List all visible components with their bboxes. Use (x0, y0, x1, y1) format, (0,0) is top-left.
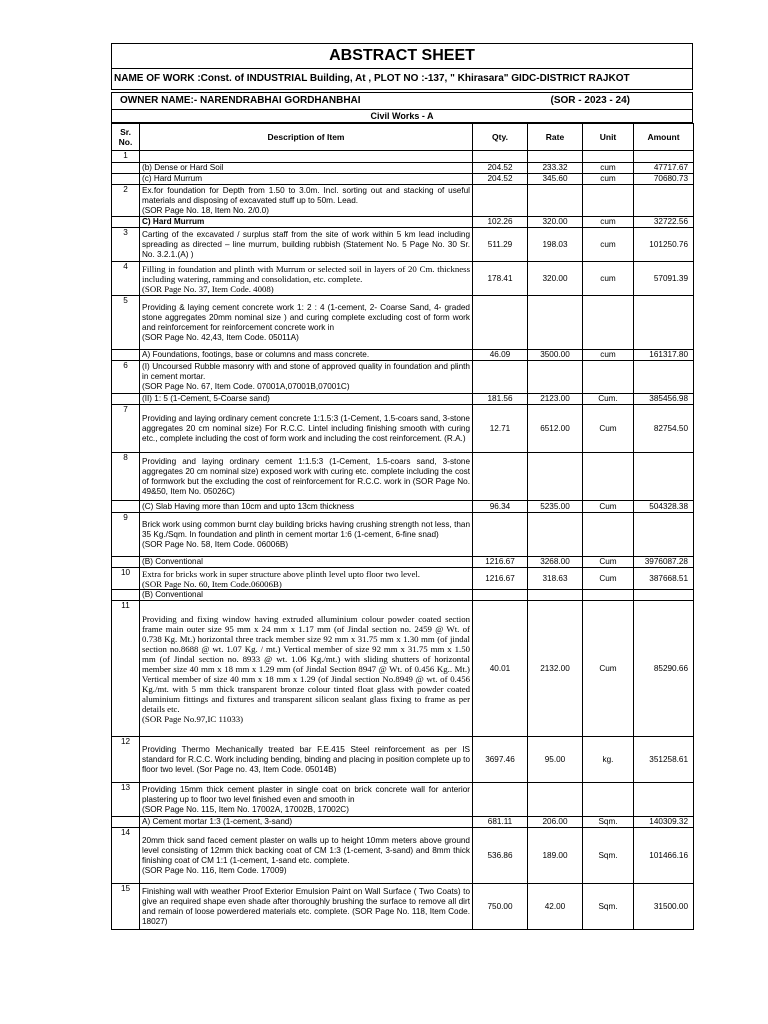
cell-qty (473, 361, 528, 394)
cell-description: Extra for bricks work in super structure above plinth level upto floor two level. (SOR Page No. 60, Item Code.06006B) (140, 568, 473, 590)
col-header-qty (473, 124, 528, 151)
cell-qty: 750.00 (473, 884, 528, 930)
cell-sr (112, 217, 140, 228)
cell-rate (528, 185, 583, 217)
cell-amount (634, 185, 694, 217)
cell-qty: 1216.67 (473, 557, 528, 568)
cell-sr (112, 394, 140, 405)
cell-amount: 387668.51 (634, 568, 694, 590)
cell-qty (473, 783, 528, 817)
cell-sr (112, 817, 140, 828)
cell-rate (528, 361, 583, 394)
cell-rate: 3500.00 (528, 350, 583, 361)
cell-description: Providing and fixing window having extruded alluminium colour powder coated section frame main outer size 95 mm x 24 mm x 1.17 mm (of Jindal section no. 2459 @ Wt. of 0.738 Kg. Mt.) horizontal three track member size 92 mm x 31.75 mm x 1.30 mm (of jindal section no.8688 @ wt. 1.07 Kg. / mt.) Vertical member of size 92 mm x 31.75 mm x 1.50 mm (of Jindal section no. 8933 @ wt. 1.06 Kg./mt.) with sliding shutters of horizontal member size 40 mm x 18 mm x 1.29 mm (of Jindal Section 8947 @ Wt. of 0.456 Kg.. Mt.) Vertical member of size 40 mm x 18 mm x 1.29 (of Jindal section No.8949 @ wt. of 0.456 Kg./mt. with 5 mm thick transparent bronze colour tinted float glass with powder coated aluminium fittings and fixtures and transparent silicon sealant glass fixing to frame as per details etc. (SOR Page No.97,IC 11033) (140, 601, 473, 737)
cell-unit: cum (583, 174, 634, 185)
owner-row (111, 92, 693, 110)
cell-unit: cum (583, 217, 634, 228)
cell-qty: 102.26 (473, 217, 528, 228)
cell-qty: 204.52 (473, 163, 528, 174)
cell-unit: Cum (583, 405, 634, 453)
col-header-unit-label: Unit (599, 132, 617, 142)
cell-qty (473, 590, 528, 601)
cell-unit (583, 783, 634, 817)
table-row (112, 884, 694, 930)
cell-rate: 345.60 (528, 174, 583, 185)
cell-sr (112, 163, 140, 174)
cell-description: Ex.for foundation for Depth from 1.50 to 3.0m. Incl. sorting out and stacking of useful materials and disposing of excavated stuff up to 50m. Lead. (SOR Page No. 18, Item No. 2/0.0) (140, 185, 473, 217)
cell-qty: 204.52 (473, 174, 528, 185)
cell-amount: 47717.67 (634, 163, 694, 174)
cell-sr: 6 (112, 361, 140, 394)
table-row (112, 350, 694, 361)
table-row (112, 174, 694, 185)
cell-amount: 31500.00 (634, 884, 694, 930)
cell-unit: Cum (583, 568, 634, 590)
cell-rate: 320.00 (528, 262, 583, 296)
cell-unit: cum (583, 350, 634, 361)
cell-qty: 96.34 (473, 501, 528, 513)
cell-amount: 161317.80 (634, 350, 694, 361)
cell-unit: cum (583, 163, 634, 174)
table-row (112, 296, 694, 350)
cell-qty: 1216.67 (473, 568, 528, 590)
cell-sr: 4 (112, 262, 140, 296)
cell-sr: 5 (112, 296, 140, 350)
col-header-amount (634, 124, 694, 151)
table-row (112, 737, 694, 783)
table-row (112, 453, 694, 501)
cell-amount: 385456.98 (634, 394, 694, 405)
cell-description: (B) Conventional (140, 590, 473, 601)
cell-rate: 233.32 (528, 163, 583, 174)
table-row (112, 601, 694, 737)
cell-amount: 101250.76 (634, 228, 694, 262)
cell-qty: 40.01 (473, 601, 528, 737)
cell-amount (634, 151, 694, 163)
cell-sr: 3 (112, 228, 140, 262)
cell-sr: 8 (112, 453, 140, 501)
col-header-unit (583, 124, 634, 151)
cell-rate: 6512.00 (528, 405, 583, 453)
cell-description: (b) Dense or Hard Soil (140, 163, 473, 174)
cell-unit: Cum (583, 601, 634, 737)
cell-qty: 511.29 (473, 228, 528, 262)
cell-unit (583, 590, 634, 601)
table-row (112, 262, 694, 296)
table-row (112, 405, 694, 453)
cell-unit: Cum (583, 501, 634, 513)
cell-sr (112, 557, 140, 568)
col-header-qty-label: Qty. (492, 132, 508, 142)
cell-unit: kg. (583, 737, 634, 783)
cell-rate: 3268.00 (528, 557, 583, 568)
cell-qty: 181.56 (473, 394, 528, 405)
table-row (112, 783, 694, 817)
abstract-sheet (111, 43, 693, 930)
table-row (112, 361, 694, 394)
table-row (112, 501, 694, 513)
cell-description: C) Hard Murrum (140, 217, 473, 228)
name-of-work: NAME OF WORK :Const. of INDUSTRIAL Building, At , PLOT NO :-137, " Khirasara" GIDC-DISTRICT RAJKOT (111, 69, 693, 90)
cell-amount: 82754.50 (634, 405, 694, 453)
cell-description: (II) 1: 5 (1-Cement, 5-Coarse sand) (140, 394, 473, 405)
cell-description: Providing Thermo Mechanically treated bar F.E.415 Steel reinforcement as per IS standard for R.C.C. Work including bending, binding and placing in position complete up to floor two level. (Sor Page no. 43, Item Code. 05014B) (140, 737, 473, 783)
table-body (112, 151, 694, 930)
owner-name: OWNER NAME:- NARENDRABHAI GORDHANBHAI (120, 95, 361, 106)
cell-amount: 57091.39 (634, 262, 694, 296)
cell-unit: Cum (583, 557, 634, 568)
cell-rate (528, 453, 583, 501)
cell-qty (473, 453, 528, 501)
items-table (111, 123, 694, 930)
cell-description: 20mm thick sand faced cement plaster on walls up to height 10mm meters above ground level consisting of 12mm thick backing coat of CM 1:3 (1-cement, 3-sand) and 8mm thick finishing coat of CM 1:1 (1-cement, 1-sand etc. complete. (SOR Page No. 116, Item Code. 17009) (140, 828, 473, 884)
cell-sr: 15 (112, 884, 140, 930)
table-row (112, 568, 694, 590)
cell-amount (634, 296, 694, 350)
cell-sr: 14 (112, 828, 140, 884)
cell-unit (583, 513, 634, 557)
cell-amount: 351258.61 (634, 737, 694, 783)
cell-rate: 320.00 (528, 217, 583, 228)
cell-description: Brick work using common burnt clay building bricks having crushing strength not less, than 35 Kg./Sqm. In foundation and plinth in cement mortar 1:6 (1-cement, 6-fine snad) (SOR Page No. 58, Item Code. 06006B) (140, 513, 473, 557)
cell-description: Carting of the excavated / surplus staff from the site of work within 5 km lead including spreading as directed – line murrum, building rubbish (Statement No. 5 Page No. 30 Sr. No. 3.2.1.(A) ) (140, 228, 473, 262)
col-header-rate-label: Rate (545, 132, 565, 142)
cell-sr (112, 350, 140, 361)
col-header-sr-label: Sr. No. (118, 127, 133, 147)
cell-rate (528, 590, 583, 601)
cell-description: Finishing wall with weather Proof Exterior Emulsion Paint on Wall Surface ( Two Coats) to give an required shape even shade after thoroughly brushing the surface to remove all dirt and remain of loose powerdered materials etc. complete. (SOR Page No. 118, Item Code. 18027) (140, 884, 473, 930)
col-header-desc (140, 124, 473, 151)
cell-sr: 12 (112, 737, 140, 783)
cell-rate: 318.63 (528, 568, 583, 590)
cell-amount (634, 590, 694, 601)
cell-unit (583, 296, 634, 350)
col-header-amount-label: Amount (647, 132, 680, 142)
cell-unit: Sqm. (583, 817, 634, 828)
cell-sr: 13 (112, 783, 140, 817)
cell-description: (B) Conventional (140, 557, 473, 568)
cell-qty: 46.09 (473, 350, 528, 361)
sor-year: (SOR - 2023 - 24) (550, 95, 630, 106)
sheet-title: ABSTRACT SHEET (111, 43, 693, 69)
cell-amount (634, 361, 694, 394)
cell-description: (c) Hard Murrum (140, 174, 473, 185)
cell-rate: 206.00 (528, 817, 583, 828)
cell-unit: cum (583, 262, 634, 296)
cell-description: (C) Slab Having more than 10cm and upto 13cm thickness (140, 501, 473, 513)
cell-rate: 189.00 (528, 828, 583, 884)
cell-unit (583, 185, 634, 217)
cell-description: Providing and laying ordinary cement concrete 1:1.5:3 (1-Cement, 1.5-coars sand, 3-stone aggregates 20 cm nominal size) For R.C.C. Lintel including finishing smooth with curing etc., complete including the cost of form work and including the cost reinforcement. (R.A.) (140, 405, 473, 453)
table-row (112, 217, 694, 228)
cell-unit: Cum. (583, 394, 634, 405)
cell-rate (528, 513, 583, 557)
cell-description: Filling in foundation and plinth with Murrum or selected soil in layers of 20 Cm. thickness including watering, ramming and consolidation, etc. complete. (SOR Page No. 37, Item Code. 4008) (140, 262, 473, 296)
cell-amount: 32722.56 (634, 217, 694, 228)
table-row (112, 817, 694, 828)
cell-amount (634, 513, 694, 557)
cell-unit: Sqm. (583, 884, 634, 930)
cell-description (140, 151, 473, 163)
cell-unit: cum (583, 228, 634, 262)
cell-qty: 681.11 (473, 817, 528, 828)
cell-sr (112, 590, 140, 601)
table-row (112, 557, 694, 568)
cell-unit (583, 453, 634, 501)
cell-sr: 9 (112, 513, 140, 557)
cell-rate: 42.00 (528, 884, 583, 930)
col-header-rate (528, 124, 583, 151)
cell-qty: 178.41 (473, 262, 528, 296)
cell-description: A) Foundations, footings, base or columns and mass concrete. (140, 350, 473, 361)
table-row (112, 185, 694, 217)
cell-qty: 536.86 (473, 828, 528, 884)
table-row (112, 151, 694, 163)
cell-amount (634, 453, 694, 501)
cell-unit: Sqm. (583, 828, 634, 884)
cell-rate: 5235.00 (528, 501, 583, 513)
cell-qty: 12.71 (473, 405, 528, 453)
table-row (112, 828, 694, 884)
cell-amount: 3976087.28 (634, 557, 694, 568)
cell-sr: 10 (112, 568, 140, 590)
cell-rate (528, 783, 583, 817)
cell-sr (112, 501, 140, 513)
section-title: Civil Works - A (111, 110, 693, 123)
cell-amount: 70680.73 (634, 174, 694, 185)
cell-sr: 11 (112, 601, 140, 737)
cell-sr (112, 174, 140, 185)
cell-qty: 3697.46 (473, 737, 528, 783)
cell-amount: 101466.16 (634, 828, 694, 884)
table-header-row (112, 124, 694, 151)
cell-rate (528, 296, 583, 350)
table-row (112, 590, 694, 601)
table-row (112, 394, 694, 405)
cell-qty (473, 296, 528, 350)
cell-amount: 85290.66 (634, 601, 694, 737)
cell-rate: 198.03 (528, 228, 583, 262)
col-header-sr (112, 124, 140, 151)
col-header-desc-label: Description of Item (267, 132, 345, 142)
cell-amount: 140309.32 (634, 817, 694, 828)
cell-description: (I) Uncoursed Rubble masonry with and stone of approved quality in foundation and plinth in cement mortar. (SOR Page No. 67, Item Code. 07001A,07001B,07001C) (140, 361, 473, 394)
cell-unit (583, 151, 634, 163)
cell-description: A) Cement mortar 1:3 (1-cement, 3-sand) (140, 817, 473, 828)
cell-sr: 7 (112, 405, 140, 453)
cell-qty (473, 151, 528, 163)
table-row (112, 513, 694, 557)
cell-rate: 2123.00 (528, 394, 583, 405)
cell-unit (583, 361, 634, 394)
cell-description: Providing and laying ordinary cement 1:1.5:3 (1-Cement, 1.5-coars sand, 3-stone aggregates 20 cm nominal size) exposed work with curing etc. complete including the cost of formwork but the excluding the cost of reinforcement for R.C.C. work in (SOR Page No. 49&50, Item No. 05026C) (140, 453, 473, 501)
cell-amount (634, 783, 694, 817)
cell-sr: 2 (112, 185, 140, 217)
table-row (112, 228, 694, 262)
cell-amount: 504328.38 (634, 501, 694, 513)
cell-rate: 2132.00 (528, 601, 583, 737)
cell-qty (473, 513, 528, 557)
table-row (112, 163, 694, 174)
cell-qty (473, 185, 528, 217)
cell-sr: 1 (112, 151, 140, 163)
cell-rate (528, 151, 583, 163)
cell-rate: 95.00 (528, 737, 583, 783)
cell-description: Providing & laying cement concrete work 1: 2 : 4 (1-cement, 2- Coarse Sand, 4- graded stone aggregates 20mm nominal size ) and curing complete excluding cost of form work and reinforcement for reinforcement concrete work in (SOR Page No. 42,43, Item Code. 05011A) (140, 296, 473, 350)
cell-description: Providing 15mm thick cement plaster in single coat on brick concrete wall for anterior plastering up to floor two level finished even and smooth in (SOR Page No. 115, Item No. 17002A, 17002B, 17002C) (140, 783, 473, 817)
